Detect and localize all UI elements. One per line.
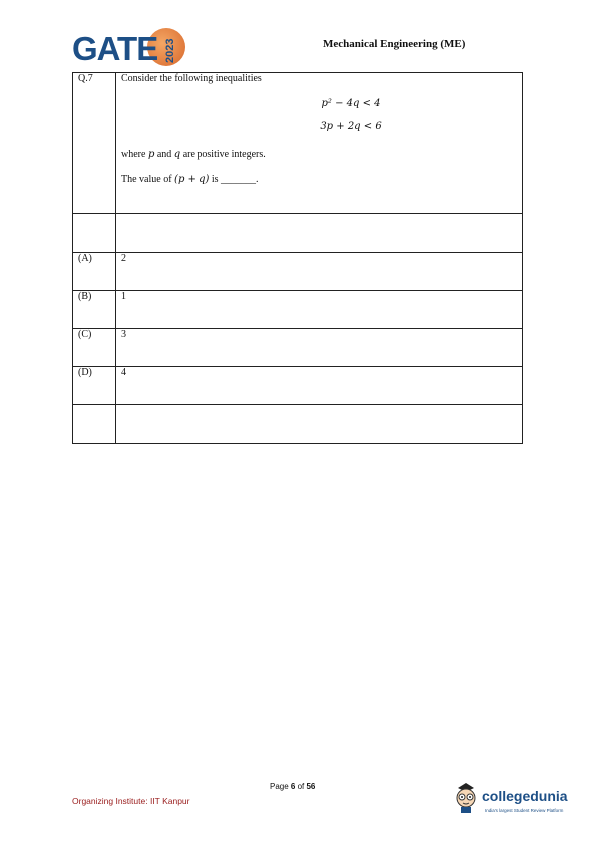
paper-title: Mechanical Engineering (ME) [323, 38, 466, 50]
blank-row [73, 405, 523, 444]
logo-year: 2023 [164, 38, 176, 63]
question-row [73, 73, 523, 214]
inequality-2: 3p + 2q < 6 [320, 121, 382, 132]
question-prompt: The value of (p + q) is _______. [121, 174, 259, 185]
blank-row [73, 214, 523, 253]
collegedunia-tagline: India's largest Student Review Platform [485, 808, 564, 813]
option-label: (A) [73, 253, 116, 291]
question-condition: where p and q are positive integers. [121, 149, 266, 160]
option-row [73, 329, 523, 367]
collegedunia-mascot-icon [453, 782, 479, 814]
question-body [116, 73, 523, 214]
page-number: Page 6 of 56 [270, 782, 316, 791]
option-label: (B) [73, 291, 116, 329]
organizing-institute: Organizing Institute: IIT Kanpur [72, 796, 190, 806]
option-value: 1 [116, 291, 523, 329]
option-row [73, 367, 523, 405]
inequality-1: p² − 4q < 4 [321, 98, 381, 109]
option-label: (C) [73, 329, 116, 367]
option-row [73, 253, 523, 291]
option-label: (D) [73, 367, 116, 405]
option-row [73, 291, 523, 329]
question-number: Q.7 [73, 73, 116, 214]
option-value: 4 [116, 367, 523, 405]
collegedunia-brand: collegedunia [482, 788, 568, 804]
option-value: 2 [116, 253, 523, 291]
logo-text: GATE [72, 30, 158, 67]
question-table [72, 72, 523, 444]
option-value: 3 [116, 329, 523, 367]
gate-2023-logo [72, 28, 192, 68]
question-stem: Consider the following inequalities [121, 73, 262, 84]
